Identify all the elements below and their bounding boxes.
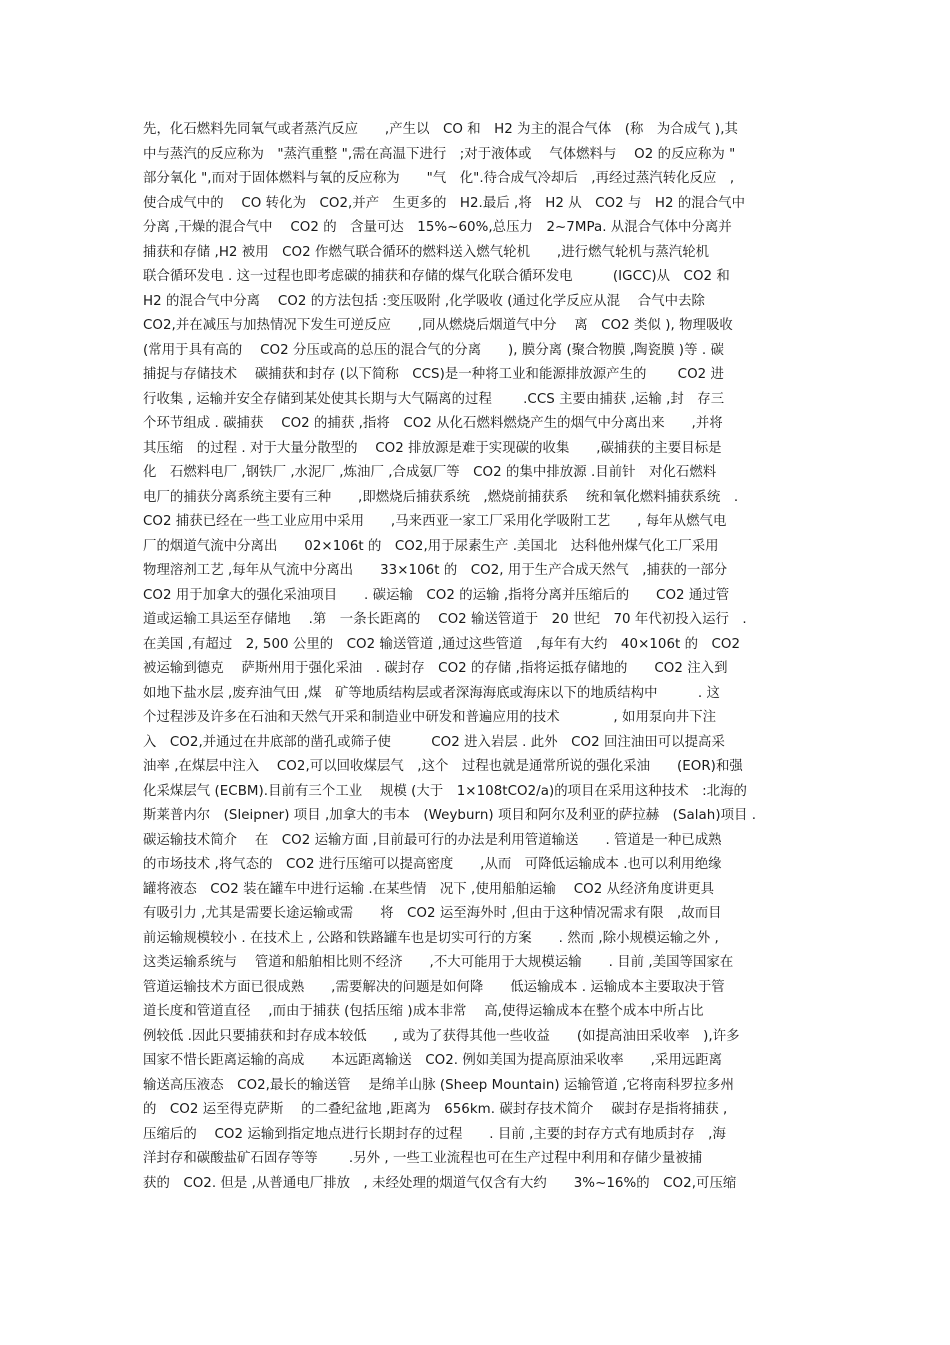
- text-line: 捕捉与存储技术 碳捕获和封存 (以下简称 CCS)是一种将工业和能源排放源产生的 CO2 进: [143, 367, 724, 382]
- text-line: 碳运输技术简介 在 CO2 运输方面 ,目前最可行的办法是利用管道输送 . 管道是一种已成熟: [143, 832, 722, 848]
- text-line: 厂的烟道气流中分离出 02×106t 的 CO2,用于尿素生产 .美国北 达科他州煤气化工厂采用: [143, 538, 719, 554]
- text-line: 电厂的捕获分离系统主要有三种 ,即燃烧后捕获系统 ,燃烧前捕获系 统和氧化燃料捕获系统 .: [143, 489, 739, 505]
- text-line: 前运输规模较小 . 在技术上 , 公路和铁路罐车也是切实可行的方案 . 然而 ,除小规模运输之外 ,: [143, 930, 719, 946]
- text-line: 获的 CO2. 但是 ,从普通电厂排放 , 未经处理的烟道气仅含有大约 3%~16%的 CO2,可压缩: [143, 1175, 737, 1191]
- text-line: (常用于具有高的 CO2 分压或高的总压的混合气的分离 ), 膜分离 (聚合物膜 ,陶瓷膜 )等 . 碳: [143, 342, 724, 358]
- text-line: 罐将液态 CO2 装在罐车中进行运输 .在某些情 况下 ,使用船舶运输 CO2 从经济角度讲更具: [143, 881, 715, 897]
- text-line: 捕获和存储 ,H2 被用 CO2 作燃气联合循环的燃料送入燃气轮机 ,进行燃气轮机与蒸汽轮机: [143, 244, 710, 260]
- text-line: 管道运输技术方面已很成熟 ,需要解决的问题是如何降 低运输成本 . 运输成本主要取决于管: [143, 979, 725, 995]
- text-line: 使合成气中的 CO 转化为 CO2,并产 生更多的 H2.最后 ,将 H2 从 CO2 与 H2 的混合气中: [143, 195, 746, 211]
- text-line: 入 CO2,并通过在井底部的凿孔或筛子使 CO2 进入岩层 . 此外 CO2 回注油田可以提高采: [143, 734, 725, 750]
- text-line: 个过程涉及许多在石油和天然气开采和制造业中研发和普遍应用的技术 , 如用泵向井下注: [143, 710, 717, 725]
- text-line: 被运输到德克 萨斯州用于强化采油 . 碳封存 CO2 的存储 ,指将运抵存储地的 CO2 注入到: [143, 661, 728, 676]
- text-line: 化采煤层气 (ECBM).目前有三个工业 规模 (大于 1×108tCO2/a)的项目在采用这种技术 :北海的: [143, 783, 747, 799]
- text-line: CO2 捕获已经在一些工业应用中采用 ,马来西亚一家工厂采用化学吸附工艺 , 每年从燃气电: [143, 514, 727, 529]
- text-line: 的市场技术 ,将气态的 CO2 进行压缩可以提高密度 ,从而 可降低运输成本 .也可以利用绝缘: [143, 857, 722, 872]
- text-line: H2 的混合气中分离 CO2 的方法包括 :变压吸附 ,化学吸收 (通过化学反应从混 合气中去除: [143, 293, 705, 309]
- text-line: 道或运输工具运至存储地 .第 一条长距离的 CO2 输送管道于 20 世纪 70 年代初投入运行 .: [143, 612, 747, 627]
- text-line: 化 石燃料电厂 ,钢铁厂 ,水泥厂 ,炼油厂 ,合成氨厂等 CO2 的集中排放源 .目前针 对化石燃料: [143, 465, 717, 480]
- body-text: [143, 118, 813, 1196]
- text-line: 部分氧化 ",而对于固体燃料与氧的反应称为 "气 化".待合成气冷却后 ,再经过蒸汽转化反应 ,: [143, 171, 735, 186]
- text-line: 在美国 ,有超过 2, 500 公里的 CO2 输送管道 ,通过这些管道 ,每年有大约 40×106t 的 CO2: [143, 636, 741, 652]
- text-line: 的 CO2 运至得克萨斯 的二叠纪盆地 ,距离为 656km. 碳封存技术简介 碳封存是指将捕获 ,: [143, 1102, 728, 1117]
- text-line: 联合循环发电 . 这一过程也即考虑碳的捕获和存储的煤气化联合循环发电 (IGCC)从 CO2 和: [143, 269, 730, 284]
- text-line: 分离 ,干燥的混合气中 CO2 的 含量可达 15%~60%,总压力 2~7MPa. 从混合气体中分离并: [143, 220, 732, 235]
- text-line: 中与蒸汽的反应称为 "蒸汽重整 ",需在高温下进行 ;对于液体或 气体燃料与 O2 的反应称为 ": [143, 146, 736, 162]
- text-line: 输送高压液态 CO2,最长的输送管 是绵羊山脉 (Sheep Mountain) 运输管道 ,它将南科罗拉多州: [143, 1077, 734, 1093]
- text-line: CO2,并在减压与加热情况下发生可逆反应 ,同从燃烧后烟道气中分 离 CO2 类似 ), 物理吸收: [143, 318, 733, 333]
- text-line: 其压缩 的过程 . 对于大量分散型的 CO2 排放源是难于实现碳的收集 ,碳捕获的主要目标是: [143, 440, 722, 456]
- text-line: 压缩后的 CO2 运输到指定地点进行长期封存的过程 . 目前 ,主要的封存方式有地质封存 ,海: [143, 1126, 726, 1142]
- text-line: CO2 用于加拿大的强化采油项目 . 碳运输 CO2 的运输 ,指将分离并压缩后的 CO2 通过管: [143, 587, 730, 603]
- text-line: 斯莱普内尔 (Sleipner) 项目 ,加拿大的韦本 (Weyburn) 项目和阿尔及利亚的萨拉赫 (Salah)项目 .: [143, 808, 757, 823]
- text-line: 洋封存和碳酸盐矿石固存等等 .另外 , 一些工业流程也可在生产过程中利用和存储少量被捕: [143, 1151, 703, 1166]
- text-line: 有吸引力 ,尤其是需要长途运输或需 将 CO2 运至海外时 ,但由于这种情况需求有限 ,故而目: [143, 906, 722, 921]
- text-line: 国家不惜长距离运输的高成 本远距离输送 CO2. 例如美国为提高原油采收率 ,采用远距离: [143, 1053, 723, 1068]
- text-line: 行收集 , 运输并安全存储到某处使其长期与大气隔离的过程 .CCS 主要由捕获 ,运输 ,封 存三: [143, 391, 725, 407]
- text-line: 如地下盐水层 ,废弃油气田 ,煤 矿等地质结构层或者深海海底或海床以下的地质结构中 . 这: [143, 685, 720, 701]
- text-line: 道长度和管道直径 ,而由于捕获 (包括压缩 )成本非常 高,使得运输成本在整个成本中所占比: [143, 1004, 704, 1019]
- text-line: 例较低 .因此只要捕获和封存成本较低 , 或为了获得其他一些收益 (如提高油田采收率 ),许多: [143, 1028, 740, 1044]
- text-line: 个环节组成 . 碳捕获 CO2 的捕获 ,指将 CO2 从化石燃料燃烧产生的烟气中分离出来 ,并将: [143, 416, 723, 431]
- text-line: 这类运输系统与 管道和船舶相比则不经济 ,不大可能用于大规模运输 . 目前 ,美国等国家在: [143, 955, 734, 970]
- text-line: 先，化石燃料先同氧气或者蒸汽反应 ,产生以 CO 和 H2 为主的混合气体 (称 为合成气 ),其: [143, 122, 738, 137]
- text-line: 物理溶剂工艺 ,每年从气流中分离出 33×106t 的 CO2, 用于生产合成天然气 ,捕获的一部分: [143, 563, 728, 578]
- text-line: 油率 ,在煤层中注入 CO2,可以回收煤层气 ,这个 过程也就是通常所说的强化采油 (EOR)和强: [143, 759, 743, 774]
